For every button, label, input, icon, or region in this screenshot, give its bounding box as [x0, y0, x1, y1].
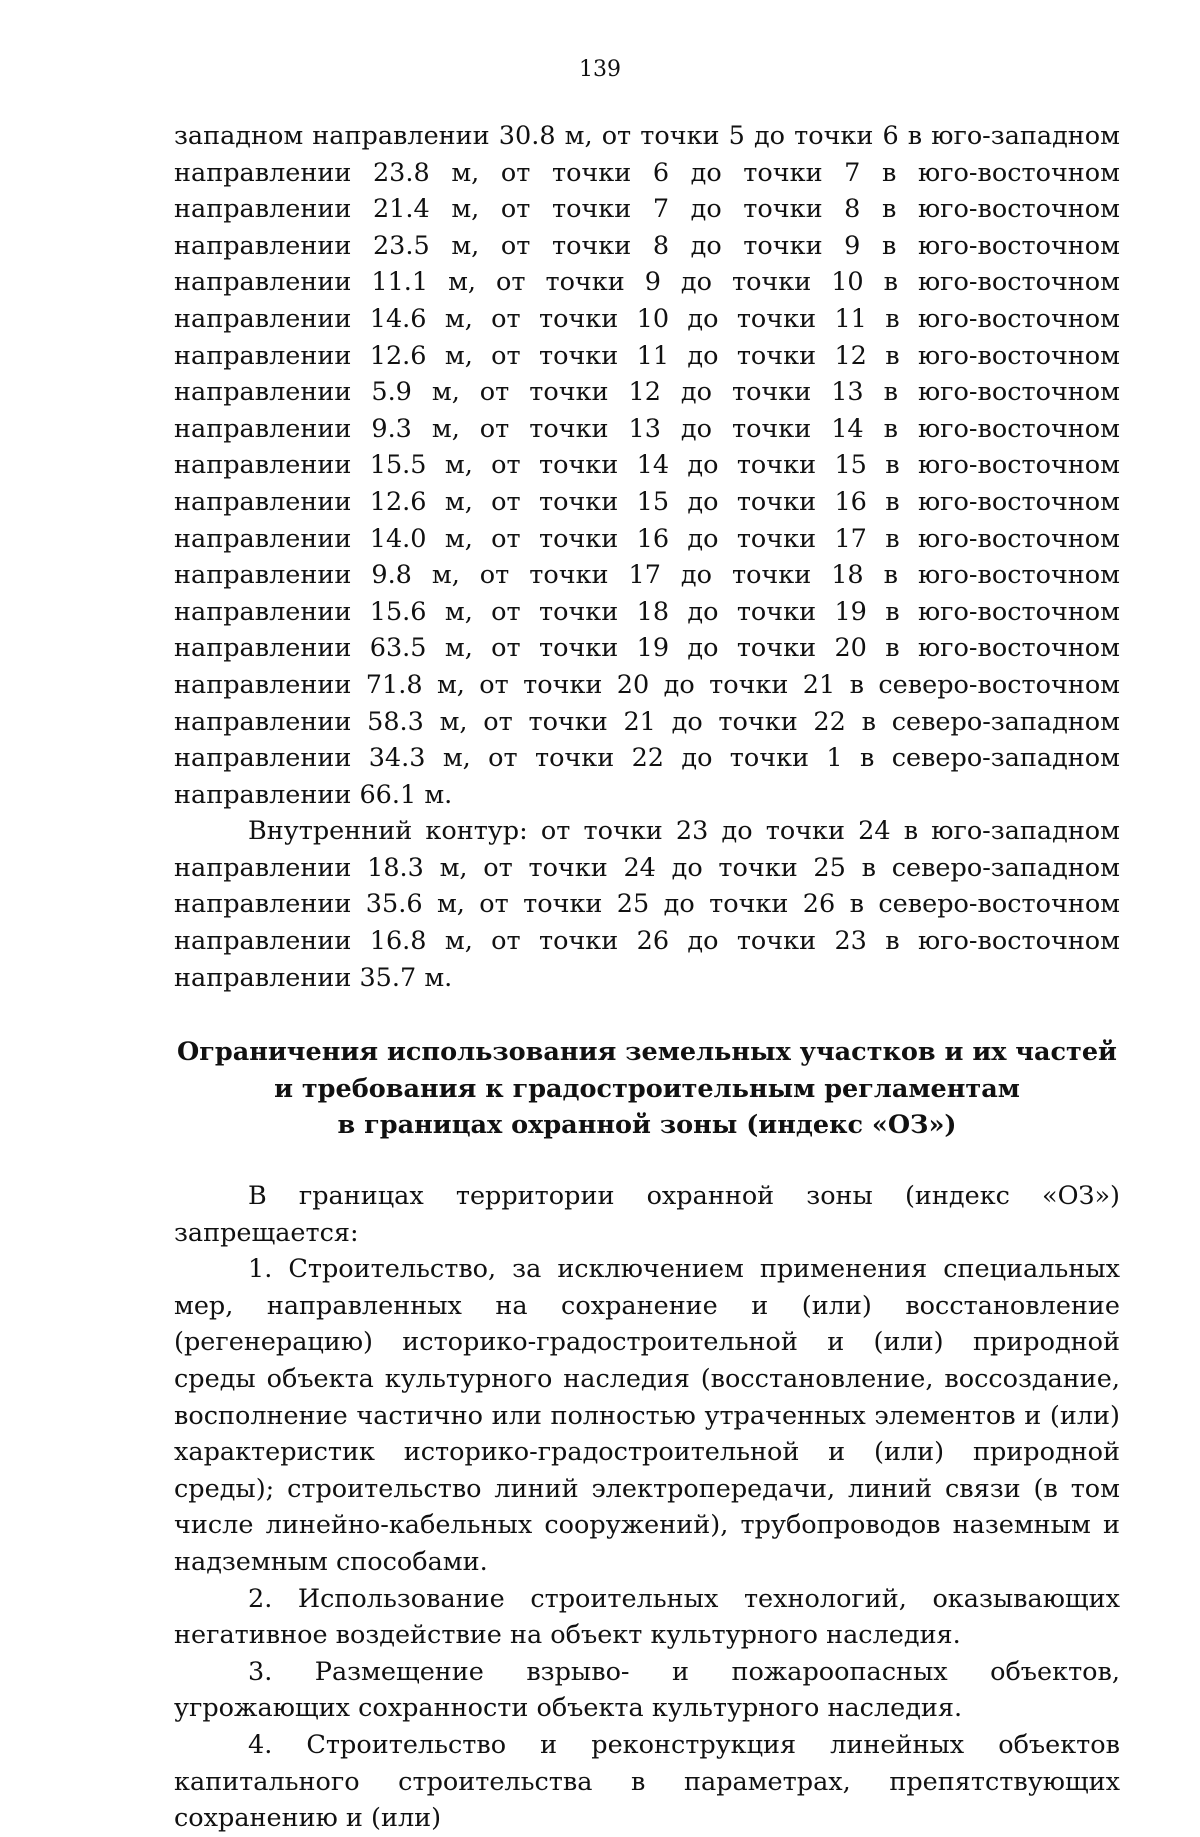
- paragraph-boundary-description: западном направлении 30.8 м, от точки 5 до точки 6 в юго-западном направлении 23.8 м, от точки 6 до точки 7 в юго-восточном направлении 21.4 м, от точки 7 до точки 8 в юго-восточном направлении 23.5 м, от точки 8 до точки 9 в юго-восточном направлении 11.1 м, от точки 9 до точки 10 в юго-восточном направлении 14.6 м, от точки 10 до точки 11 в юго-восточном направлении 12.6 м, от точки 11 до точки 12 в юго-восточном направлении 5.9 м, от точки 12 до точки 13 в юго-восточном направлении 9.3 м, от точки 13 до точки 14 в юго-восточном направлении 15.5 м, от точки 14 до точки 15 в юго-восточном направлении 12.6 м, от точки 15 до точки 16 в юго-восточном направлении 14.0 м, от точки 16 до точки 17 в юго-восточном направлении 9.8 м, от точки 17 до точки 18 в юго-восточном направлении 15.6 м, от точки 18 до точки 19 в юго-восточном направлении 63.5 м, от точки 19 до точки 20 в юго-восточном направлении 71.8 м, от точки 20 до точки 21 в северо-восточном направлении 58.3 м, от точки 21 до точки 22 в северо-западном направлении 34.3 м, от точки 22 до точки 1 в северо-западном направлении 66.1 м.: [174, 121, 1120, 810]
- heading-line-2: и требования к градостроительным регламентам: [274, 1073, 1020, 1104]
- list-item-3: 3. Размещение взрыво- и пожароопасных объектов, угрожающих сохранности объекта культурного наследия.: [174, 1656, 1120, 1724]
- section-heading: [174, 1034, 1120, 1144]
- paragraph-inner-contour: Внутренний контур: от точки 23 до точки 24 в юго-западном направлении 18.3 м, от точки 24 до точки 25 в северо-западном направлении 35.6 м, от точки 25 до точки 26 в северо-восточном направлении 16.8 м, от точки 26 до точки 23 в юго-восточном направлении 35.7 м.: [174, 816, 1120, 993]
- paragraph-intro: В границах территории охранной зоны (индекс «ОЗ») запрещается:: [174, 1181, 1120, 1248]
- list-item-1: 1. Строительство, за исключением применения специальных мер, направленных на сохранение и (или) восстановление (регенерацию) историко-градостроительной и (или) природной среды объекта культурного наследия (восстановление, воссоздание, восполнение частично или полностью утраченных элементов и (или) характеристик историко-градостроительной и (или) природной среды); строительство линий электропередачи, линий связи (в том числе линейно-кабельных сооружений), трубопроводов наземным и надземным способами.: [174, 1254, 1120, 1577]
- heading-line-3: в границах охранной зоны (индекс «ОЗ»): [337, 1110, 957, 1141]
- document-body: [174, 118, 1120, 1837]
- heading-line-1: Ограничения использования земельных участков и их частей: [177, 1037, 1117, 1068]
- list-item-2: 2. Использование строительных технологий, оказывающих негативное воздействие на объект культурного наследия.: [174, 1583, 1120, 1651]
- list-item-4: 4. Строительство и реконструкция линейных объектов капитального строительства в параметрах, препятствующих сохранению и (или): [174, 1729, 1120, 1834]
- page-number: 139: [579, 57, 621, 82]
